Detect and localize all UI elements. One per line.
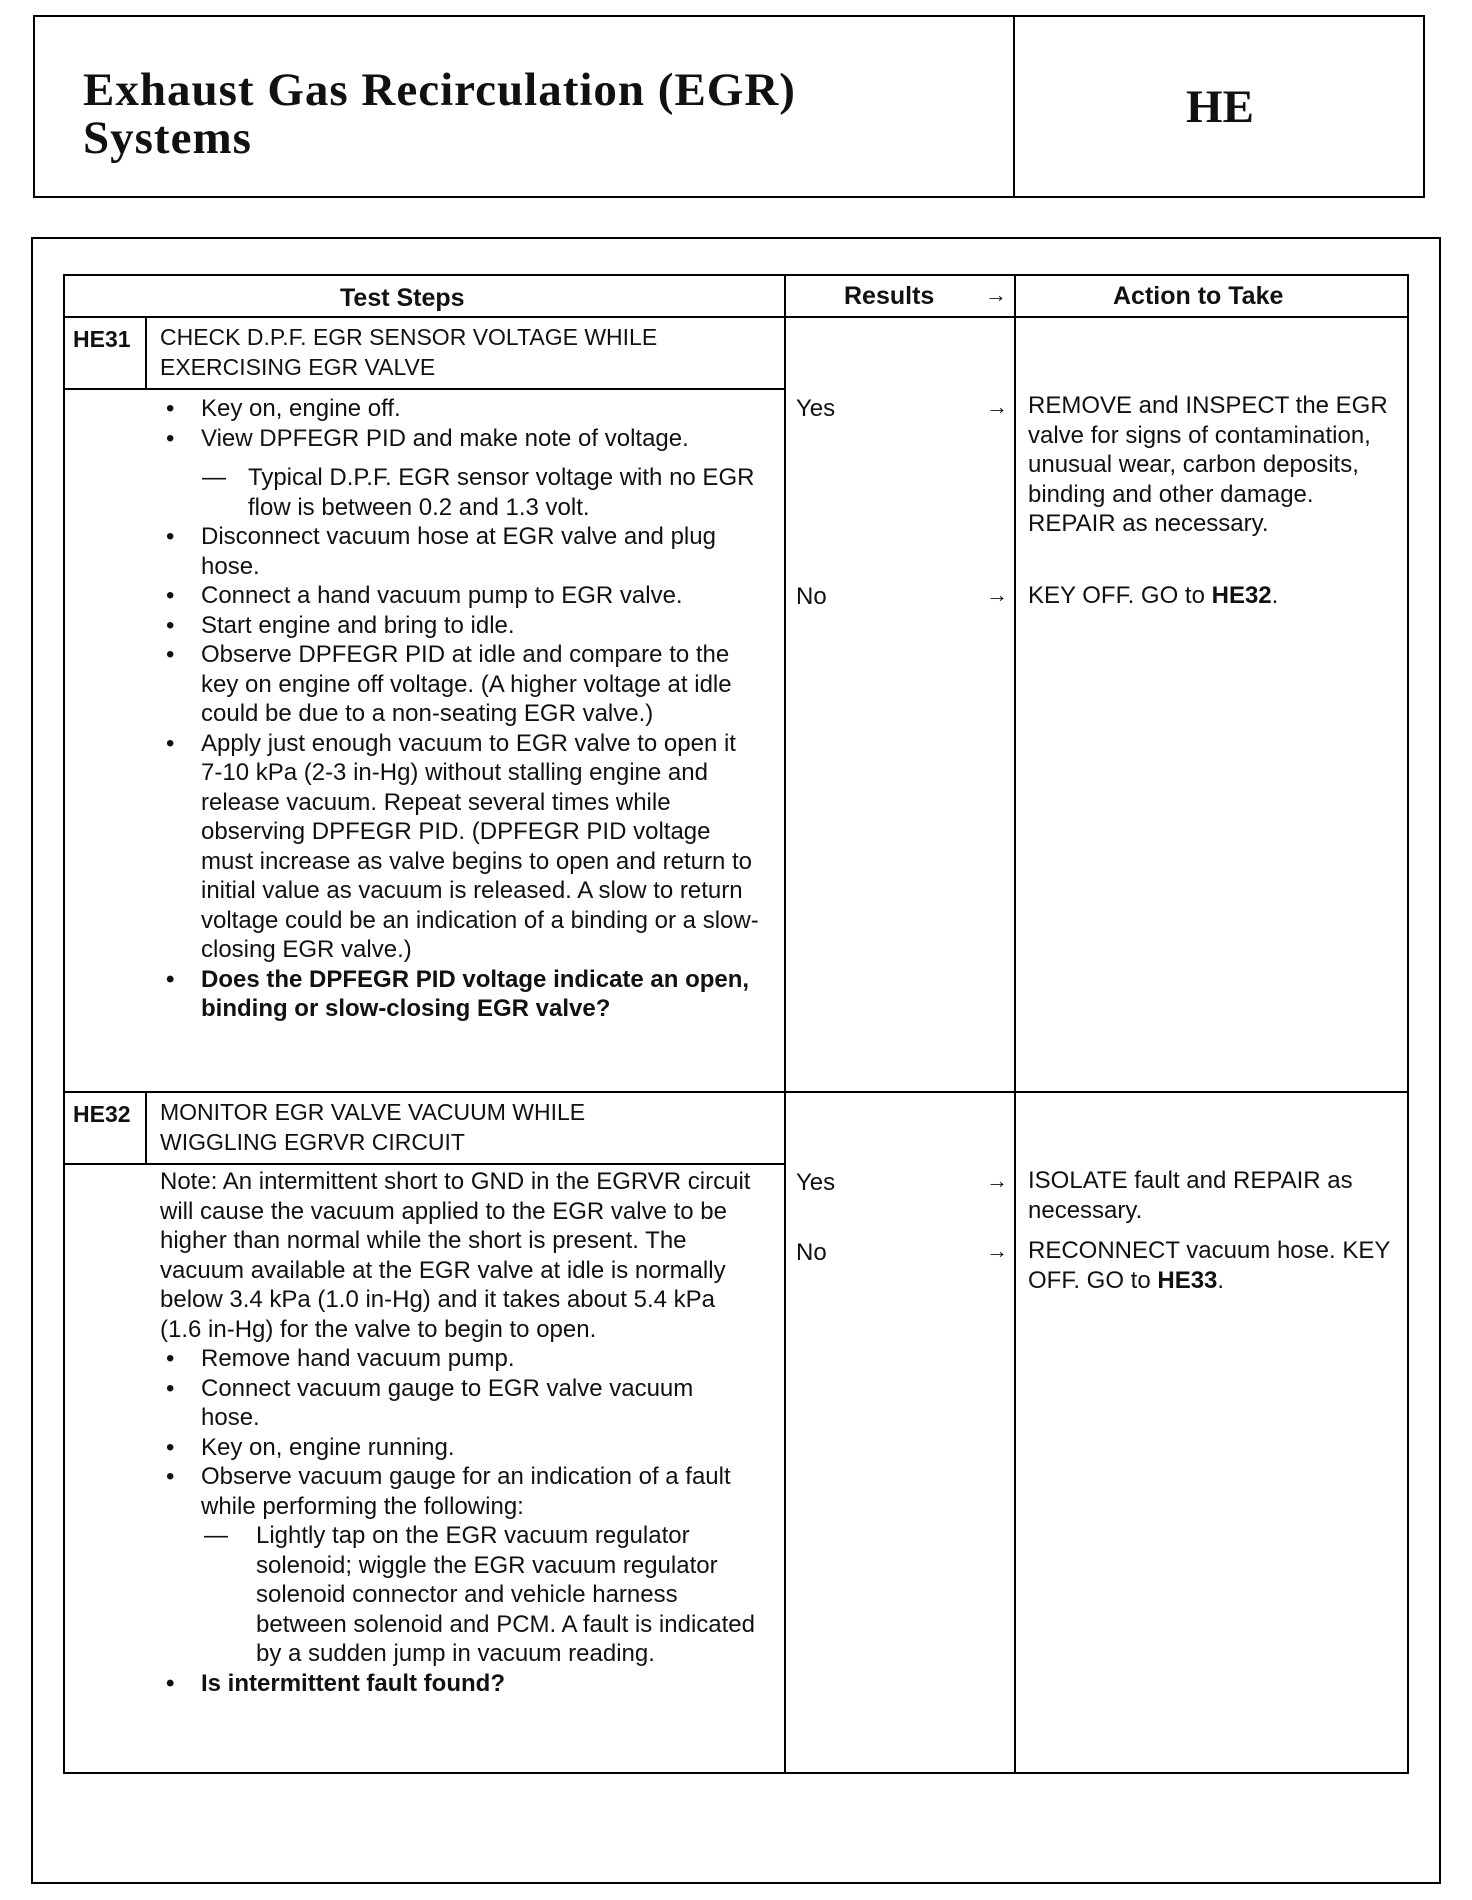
list-item: • Start engine and bring to idle. (160, 611, 760, 641)
step-id-divider-he31 (145, 318, 147, 388)
he32-result-yes: Yes (796, 1169, 836, 1196)
list-item: • Connect vacuum gauge to EGR valve vacuum hose. (160, 1374, 758, 1433)
he32-arrow-no: → (986, 1238, 1008, 1263)
page-title (83, 66, 983, 162)
he31-result-no: No (796, 583, 827, 610)
list-item: • Observe vacuum gauge for an indication of a fault while performing the following: — Lightly tap on the EGR vacuum regulator solenoid; wiggle the EGR vacuum regulator solenoid connector and vehicle harness between solenoid and PCM. A fault is indicated by a sudden jump in vacuum reading. (160, 1462, 758, 1669)
list-item: • View DPFEGR PID and make note of voltage. — Typical D.P.F. EGR sensor voltage with no EGR flow is between 0.2 and 1.3 volt. (160, 424, 760, 523)
step-title-he32-line2: WIGGLING EGRVR CIRCUIT (160, 1129, 465, 1155)
sub-note: — Lightly tap on the EGR vacuum regulator solenoid; wiggle the EGR vacuum regulator solenoid connector and vehicle harness between solenoid and PCM. A fault is indicated by a sudden jump in vacuum reading. (160, 1521, 758, 1669)
he31-title-line (63, 388, 784, 390)
sub-note: — Typical D.P.F. EGR sensor voltage with no EGR flow is between 0.2 and 1.3 volt. (160, 463, 760, 522)
he32-result-no: No (796, 1239, 827, 1266)
step-title-he32-line1: MONITOR EGR VALVE VACUUM WHILE (160, 1099, 586, 1125)
header-row-line (63, 316, 1409, 318)
col-header-arrow: → (985, 282, 1007, 307)
he31-goto-link: HE32 (1211, 582, 1272, 609)
step-id-he31: HE31 (73, 326, 131, 352)
he31-arrow-yes: → (986, 394, 1008, 419)
list-item: • Remove hand vacuum pump. (160, 1344, 758, 1374)
he31-result-yes: Yes (796, 395, 836, 422)
list-item: • Disconnect vacuum hose at EGR valve and plug hose. (160, 522, 760, 581)
he32-row-line (63, 1091, 1409, 1093)
he31-action-no: KEY OFF. GO to HE32. (1028, 582, 1279, 609)
list-item: • Connect a hand vacuum pump to EGR valve. (160, 581, 760, 611)
step-title-he31 (160, 322, 770, 382)
he32-action-no: RECONNECT vacuum hose. KEY OFF. GO to HE33. (1028, 1237, 1390, 1294)
page-title-line1: Exhaust Gas Recirculation (EGR) (83, 64, 796, 116)
list-item: • Observe DPFEGR PID at idle and compare to the key on engine off voltage. (A higher voltage at idle could be due to a non-seating EGR valve.) (160, 640, 760, 729)
col-divider-results (784, 274, 786, 1774)
he32-goto-link: HE33 (1157, 1266, 1218, 1294)
step-title-he32 (160, 1097, 770, 1157)
step-title-he31-line1: CHECK D.P.F. EGR SENSOR VOLTAGE WHILE (160, 324, 658, 350)
col-header-results: Results (844, 282, 935, 310)
step-id-divider-he32 (145, 1093, 147, 1163)
section-code: HE (1186, 80, 1254, 133)
he32-steps (160, 1167, 758, 1698)
question-item: • Does the DPFEGR PID voltage indicate an open, binding or slow-closing EGR valve? (160, 965, 760, 1024)
he31-arrow-no: → (986, 582, 1008, 607)
list-item: • Key on, engine running. (160, 1433, 758, 1463)
he32-note: Note: An intermittent short to GND in the EGRVR circuit will cause the vacuum applied to the EGR valve to be higher than normal while the short is present. The vacuum available at the EGR valve at idle is normally below 3.4 kPa (1.0 in-Hg) and it takes about 5.4 kPa (1.6 in-Hg) for the valve to begin to open. (160, 1168, 751, 1343)
he32-action-yes: ISOLATE fault and REPAIR as necessary. (1028, 1167, 1353, 1224)
col-divider-action (1014, 274, 1016, 1774)
col-header-action: Action to Take (1113, 282, 1284, 310)
list-item: • Key on, engine off. (160, 394, 760, 424)
he31-steps (160, 394, 760, 1024)
he32-title-line (63, 1163, 784, 1165)
col-header-test-steps: Test Steps (340, 284, 465, 312)
he31-action-yes: REMOVE and INSPECT the EGR valve for signs of contamination, unusual wear, carbon deposits, binding and other damage. REPAIR as necessary. (1028, 392, 1388, 537)
page-title-line2: Systems (83, 112, 252, 164)
step-id-he32: HE32 (73, 1101, 131, 1127)
he32-arrow-yes: → (986, 1168, 1008, 1193)
list-item: • Apply just enough vacuum to EGR valve to open it 7-10 kPa (2-3 in-Hg) without stalling engine and release vacuum. Repeat several times while observing DPFEGR PID. (DPFEGR PID voltage must increase as valve begins to open and return to initial value as vacuum is released. A slow to return voltage could be an indication of a binding or a slow-closing EGR valve.) (160, 729, 760, 965)
step-title-he31-line2: EXERCISING EGR VALVE (160, 354, 436, 380)
question-item: • Is intermittent fault found? (160, 1669, 758, 1699)
